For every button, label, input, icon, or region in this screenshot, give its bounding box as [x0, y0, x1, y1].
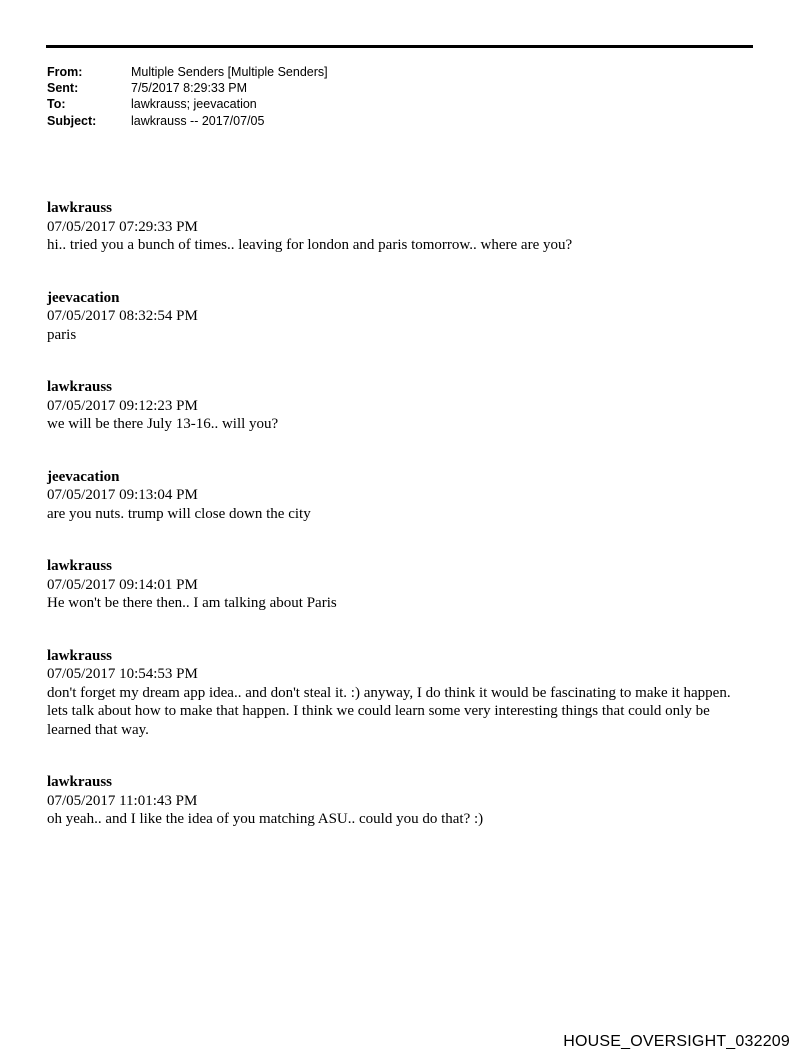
message — [47, 557, 753, 613]
message-sender: jeevacation — [47, 468, 120, 485]
message — [47, 647, 753, 740]
message — [47, 468, 753, 524]
sent-label: Sent: — [47, 81, 79, 96]
message-text: paris — [47, 326, 77, 343]
message — [47, 289, 753, 345]
message — [47, 773, 753, 829]
header-divider — [46, 45, 753, 48]
to-row — [47, 96, 328, 112]
message-sender: jeevacation — [47, 289, 120, 306]
message — [47, 378, 753, 434]
sent-value: 7/5/2017 8:29:33 PM — [131, 81, 248, 96]
to-value: lawkrauss; jeevacation — [131, 97, 257, 112]
message-sender: lawkrauss — [47, 647, 113, 664]
email-header — [47, 64, 328, 129]
message-timestamp: 07/05/2017 10:54:53 PM — [47, 666, 198, 682]
message-sender: lawkrauss — [47, 379, 113, 395]
subject-value: lawkrauss -- 2017/07/05 — [131, 113, 265, 128]
from-label: From: — [47, 65, 83, 79]
message-text: don't forget my dream app idea.. and don't steal it. :) anyway, I do think it would be fascinating to make it happen. lets talk about how to make that happen. I think we could learn some very interesting things that could only be learned that way. — [47, 684, 731, 738]
message-timestamp: 07/05/2017 08:32:54 PM — [47, 308, 198, 324]
message — [47, 199, 753, 255]
subject-row — [47, 113, 328, 129]
from-value: Multiple Senders [Multiple Senders] — [131, 65, 328, 79]
from-row — [47, 64, 328, 80]
message-text: we will be there July 13-16.. will you? — [47, 416, 279, 432]
message-sender: lawkrauss — [47, 558, 113, 574]
message-timestamp: 07/05/2017 07:29:33 PM — [47, 218, 198, 235]
message-sender: lawkrauss — [47, 200, 113, 216]
to-label: To: — [47, 97, 66, 112]
message-text: are you nuts. trump will close down the city — [47, 505, 311, 522]
message-text: hi.. tried you a bunch of times.. leaving for london and paris tomorrow.. where are you? — [47, 237, 573, 253]
message-thread — [47, 199, 753, 863]
message-sender: lawkrauss — [47, 774, 113, 790]
message-timestamp: 07/05/2017 11:01:43 PM — [47, 792, 198, 809]
message-text: oh yeah.. and I like the idea of you matching ASU.. could you do that? :) — [47, 811, 484, 827]
message-timestamp: 07/05/2017 09:14:01 PM — [47, 576, 198, 593]
sent-row — [47, 80, 328, 96]
subject-label: Subject: — [47, 113, 97, 128]
message-timestamp: 07/05/2017 09:13:04 PM — [47, 487, 198, 503]
bates-number: HOUSE_OVERSIGHT_032209 — [563, 1033, 790, 1050]
message-timestamp: 07/05/2017 09:12:23 PM — [47, 397, 198, 414]
message-text: He won't be there then.. I am talking about Paris — [47, 595, 337, 611]
